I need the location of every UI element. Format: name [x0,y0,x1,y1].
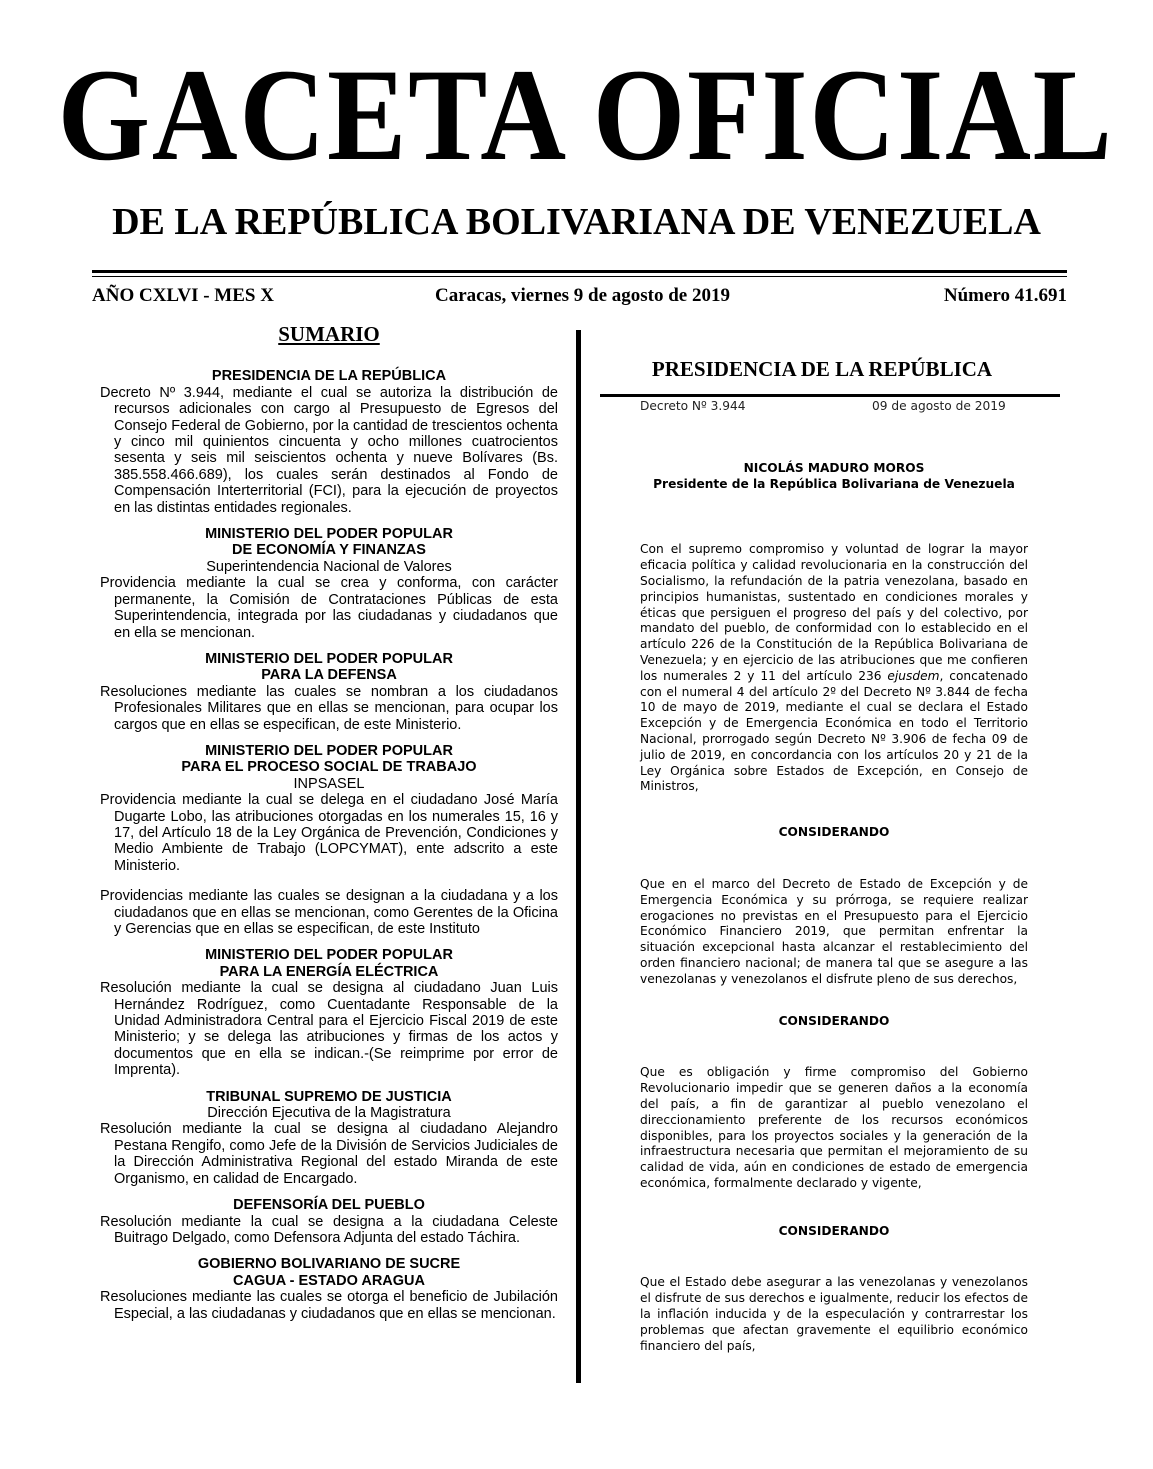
summary-section [100,743,558,937]
section-title: DE ECONOMÍA Y FINANZAS [232,542,426,559]
summary-heading: SUMARIO [278,322,380,346]
summary-section [100,526,558,641]
president-name: NICOLÁS MADURO MOROS [743,460,925,475]
issue-date: Caracas, viernes 9 de agosto de 2019 [435,285,730,306]
section-subtitle: INPSASEL [293,775,365,792]
summary-entry: Resoluciones mediante las cuales se nombran a los ciudadanos Profesionales Militares que en ellas se mencionan, para ocupar los cargos que en ellas se especifican, de este Ministerio. [100,683,558,733]
summary-section [100,947,558,1078]
section-title: PARA LA DEFENSA [261,667,397,684]
section-title: TRIBUNAL SUPREMO DE JUSTICIA [206,1088,452,1105]
preamble-italic: ejusdem [887,668,940,683]
masthead-rule-top [92,270,1067,273]
section-title: MINISTERIO DEL PODER POPULAR [205,947,453,964]
summary-section [100,1256,558,1322]
section-title: MINISTERIO DEL PODER POPULAR [205,650,453,667]
summary-column [100,318,558,1332]
summary-entry: Providencia mediante la cual se crea y conforma, con carácter permanente, la Comisión de Contrataciones Públicas de esta Superintendencia, integrada por las ciudadanas y ciudadanos que en ella se mencionan. [100,575,558,641]
section-title: PRESIDENCIA DE LA REPÚBLICA [211,368,447,385]
summary-section [100,1197,558,1246]
considerando-paragraph: Que el Estado debe asegurar a las venezolanas y venezolanos el disfrute de sus derechos e igualmente, reducir los efectos de la inflación inducida y de la especulación y contrarrestar los problemas que afectan gravemente el equilibrio económico financiero del país, [640,1275,1029,1353]
summary-section [100,368,558,516]
considerando-paragraph: Que en el marco del Decreto de Estado de Excepción y de Emergencia Económica y su prórroga, se requiere realizar erogaciones no previstas en el Presupuesto para el Ejercicio Económico Financiero 2019, que permitan enfrentar la situación excepcional hasta alcanzar el restablecimiento del orden financiero nacional; de manera tal que se asegure a las venezolanas y venezolanos el disfrute pleno de sus derechos, [640,876,1028,986]
section-subtitle: Dirección Ejecutiva de la Magistratura [207,1105,451,1122]
issue-number: Número 41.691 [943,285,1067,306]
president-title: Presidente de la República Bolivariana de Venezuela [653,476,1015,491]
summary-entry: Providencias mediante las cuales se designan a la ciudadana y a los ciudadanos que en ellas se mencionan, como Gerentes de la Oficina y Gerencias que en ellas se especifican, de este Instituto [100,888,558,937]
issue-info-bar [92,285,1067,311]
summary-entry: Resolución mediante la cual se designa al ciudadano Alejandro Pestana Rengifo, como Jefe de la División de Servicios Judiciales de la Dirección Administrativa Regional del estado Miranda de este Organismo, en calidad de Encargado. [100,1121,558,1187]
masthead [0,40,1153,244]
president-block [640,461,1028,493]
decree-number: Decreto Nº 3.944 [640,398,746,413]
section-title: CAGUA - ESTADO ARAGUA [233,1272,425,1289]
decree-column [640,350,1028,1354]
section-title: PARA LA ENERGÍA ELÉCTRICA [219,963,439,980]
summary-entry: Resolución mediante la cual se designa al ciudadano Juan Luis Hernández Rodríguez, como Cuentadante Responsable de la Unidad Administradora Central para el Ejercicio Fiscal 2019 de este Ministerio; y se delega las atribuciones y firmas de los actos y documentos que en ella se indican.-(Se reimprime por error de Imprenta). [100,980,558,1079]
summary-entry: Resolución mediante la cual se designa a la ciudadana Celeste Buitrago Delgado, como Defensora Adjunta del estado Táchira. [100,1213,558,1246]
section-title: MINISTERIO DEL PODER POPULAR [205,526,453,543]
section-title: GOBIERNO BOLIVARIANO DE SUCRE [197,1256,461,1273]
section-subtitle: Superintendencia Nacional de Valores [206,558,452,575]
summary-entry: Decreto Nº 3.944, mediante el cual se autoriza la distribución de recursos adicionales con cargo al Presupuesto de Egresos del Consejo Federal de Gobierno, por la cantidad de trescientos ochenta y cinco mil quinientos cincuenta y ocho millones cuatrocientos sesenta y seis mil seiscientos ochenta y nueve Bolívares (Bs. 385.558.466.689), los cuales serán destinados al Fondo de Compensación Interterritorial (FCI), para la ejecución de proyectos en las distintas entidades regionales. [100,384,558,516]
summary-section [100,651,558,733]
column-divider [576,330,581,1383]
decree-rule [600,394,1060,397]
summary-entry: Providencia mediante la cual se delega en el ciudadano José María Dugarte Lobo, las atribuciones otorgadas en los numerales 15, 16 y 17, del Artículo 18 de la Ley Orgánica de Prevención, Condiciones y Medio Ambiente de Trabajo (LOPCYMAT), ente adscrito a este Ministerio. [100,792,558,874]
section-title: PARA EL PROCESO SOCIAL DE TRABAJO [181,759,477,776]
section-title: DEFENSORÍA DEL PUEBLO [233,1197,425,1214]
gazette-title: GACETA OFICIAL [57,41,1114,188]
summary-section [100,1089,558,1187]
section-title: MINISTERIO DEL PODER POPULAR [205,742,453,759]
preamble-text-cont: , concatenado con el numeral 4 del artículo 2º del Decreto Nº 3.844 de fecha 10 de mayo de 2019, mediante el cual se declara el Estado Excepción y de Emergencia Económica en todo el Territorio Nacional, prorrogado según Decreto Nº 3.906 de fecha 09 de julio de 2019, en concordancia con los artículos 20 y 21 de la Ley Orgánica sobre Estados de Excepción, en Consejo de Ministros, [640,668,1028,794]
gazette-subtitle: DE LA REPÚBLICA BOLIVARIANA DE VENEZUELA [112,201,1041,243]
issue-year-month: AÑO CXLVI - MES X [92,285,274,306]
considerando-paragraph: Que es obligación y firme compromiso del Gobierno Revolucionario impedir que se generen daños a la economía del país, a fin de garantizar al pueblo venezolano el direccionamiento preferente de los recursos económicos disponibles, para los proyectos sociales y la generación de la infraestructura necesaria que permitan el mejoramiento de su calidad de vida, aún en condiciones de estado de emergencia económica, formalmente declarado y vigente, [640,1065,1028,1190]
decree-header-line [640,399,1028,419]
decree-organ-title: PRESIDENCIA DE LA REPÚBLICA [651,357,993,381]
considerando-heading: CONSIDERANDO [778,1013,890,1028]
decree-date: 09 de agosto de 2019 [872,398,1006,413]
decree-preamble [640,542,1028,795]
masthead-rule-thin [92,276,1067,277]
preamble-text: Con el supremo compromiso y voluntad de lograr la mayor eficacia política y calidad revolucionaria en la construcción del Socialismo, la refundación de la patria venezolana, basado en principios humanistas, sustentado en condiciones morales y éticas que persiguen el progreso del país y del colectivo, por mandato del pueblo, de conformidad con lo establecido en el artículo 226 de la Constitución de la República Bolivariana de Venezuela; y en ejercicio de las atribuciones que me confieren los numerales 2 y 11 del artículo 236 [640,542,1028,683]
summary-entry: Resoluciones mediante las cuales se otorga el beneficio de Jubilación Especial, a las ciudadanas y ciudadanos que en ellas se mencionan. [100,1289,558,1322]
considerando-heading: CONSIDERANDO [778,825,890,840]
considerando-heading: CONSIDERANDO [778,1223,890,1238]
